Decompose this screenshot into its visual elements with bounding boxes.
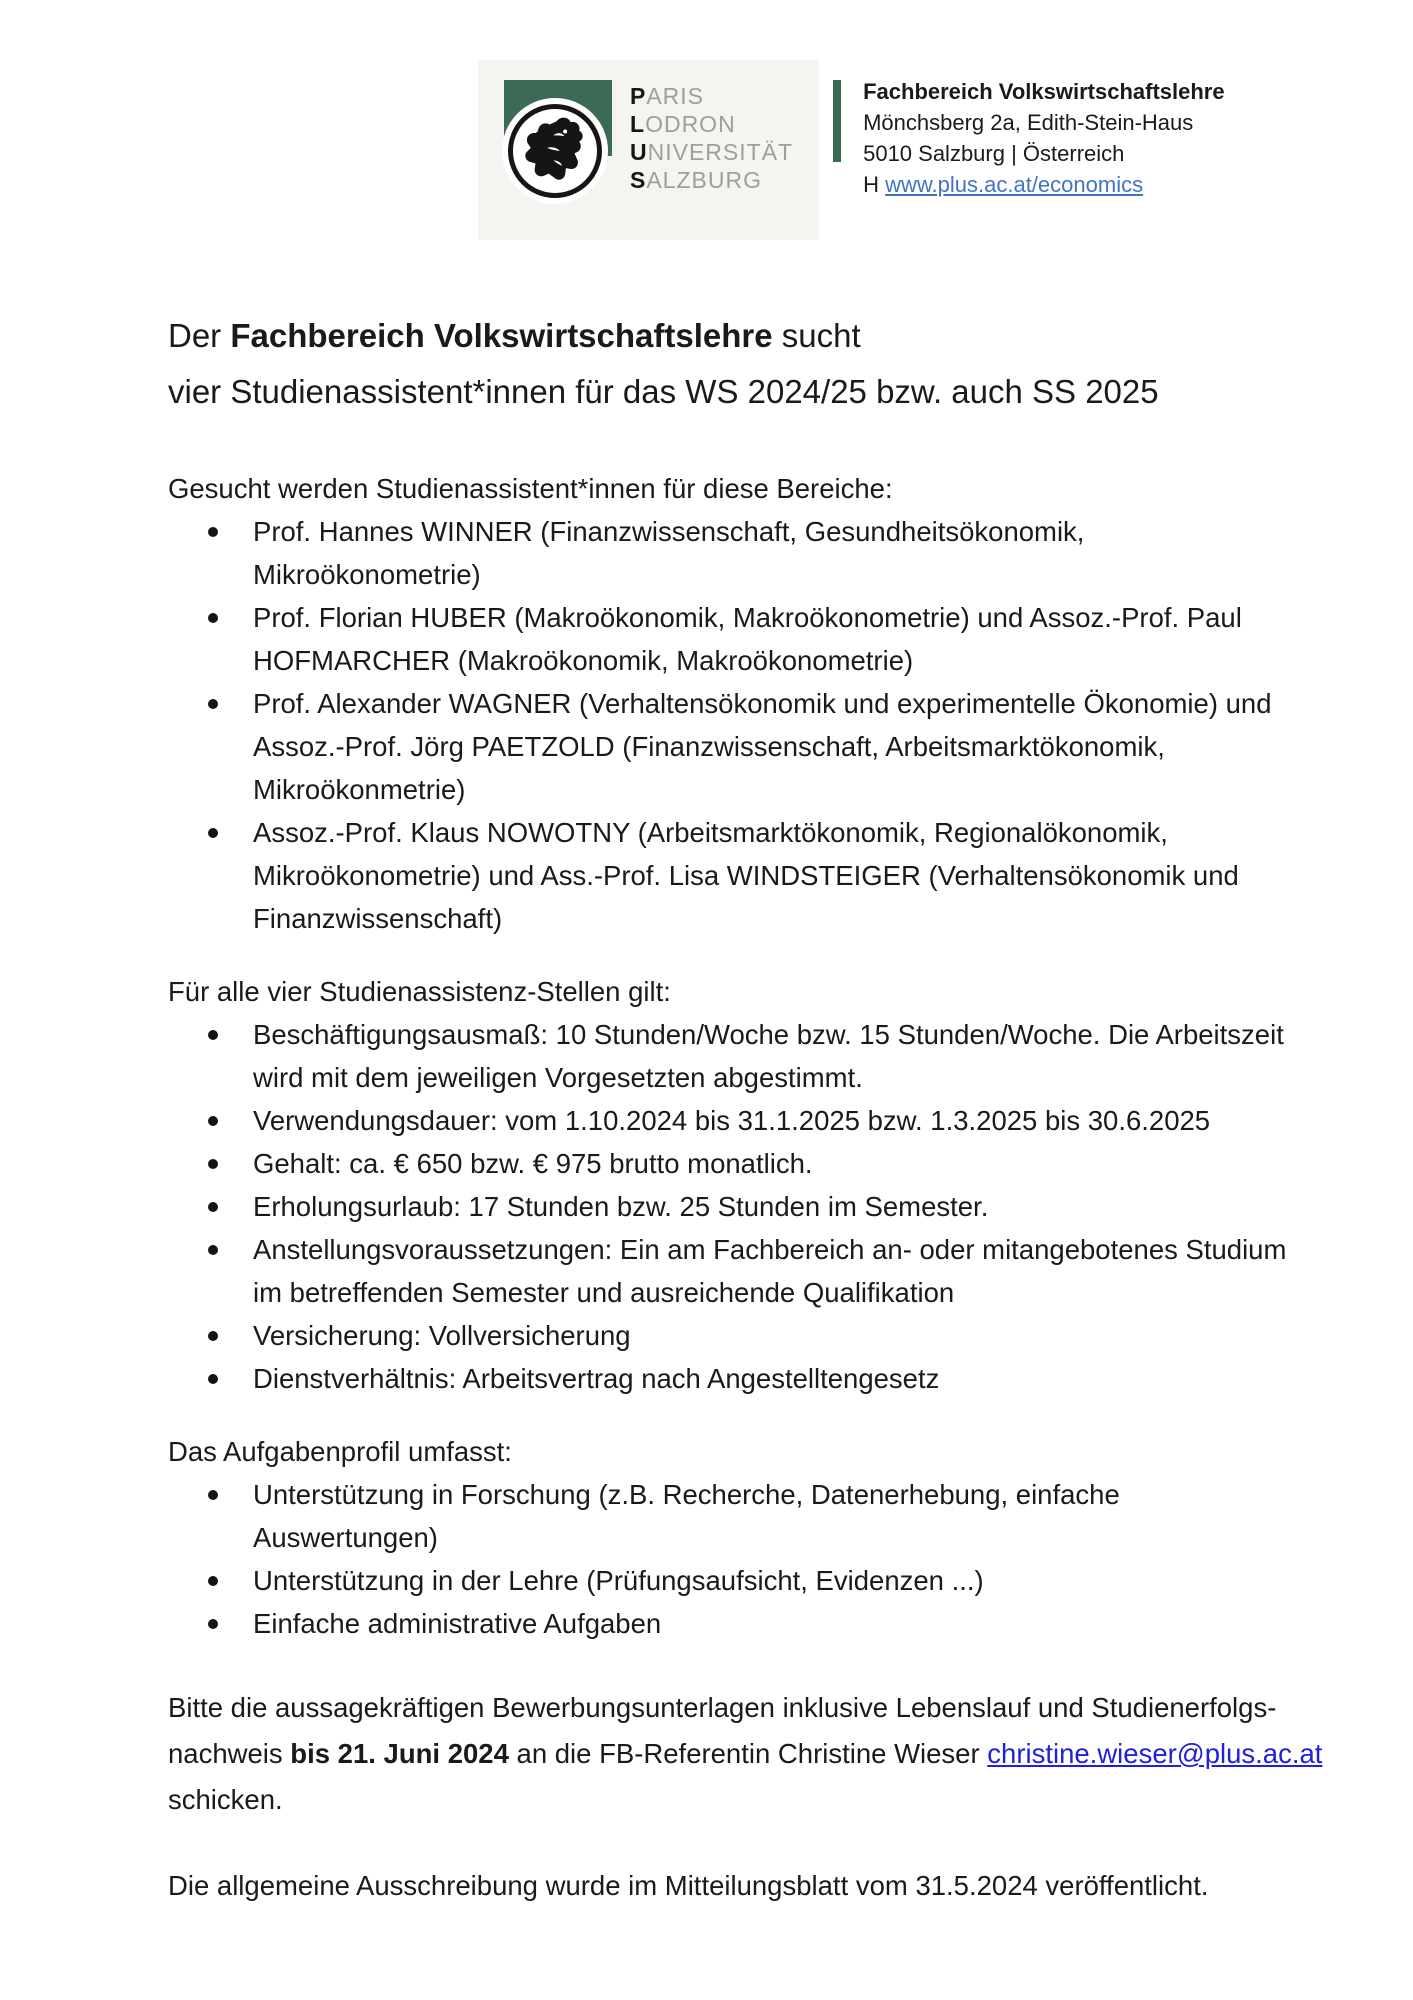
university-logo [478,60,819,240]
tasks-intro: Das Aufgabenprofil umfasst: [168,1436,512,1467]
conditions-list [168,1013,1288,1400]
publication-note-wrap [168,1863,1288,1909]
list-item: Gehalt: ca. € 650 bzw. € 975 brutto monatlich. [168,1142,1288,1185]
letterhead [478,60,1225,240]
list-item: Prof. Alexander WAGNER (Verhaltensökonomik und experimentelle Ökonomie) und Assoz.-Prof. Jörg PAETZOLD (Finanzwissenschaft, Arbeitsmarktökonomik, Mikroökonmetrie) [168,682,1288,811]
list-item: Erholungsurlaub: 17 Stunden bzw. 25 Stunden im Semester. [168,1185,1288,1228]
list-item: Einfache administrative Aufgaben [168,1602,1288,1645]
list-item: Prof. Hannes WINNER (Finanzwissenschaft, Gesundheitsökonomik, Mikroökonometrie) [168,510,1288,596]
document-body [168,308,1323,1909]
homepage-prefix: H [863,172,886,197]
university-wordmark [630,80,793,212]
wordmark-line-lodron: LODRON [630,111,736,137]
title-line-2: vier Studienassistent*innen für das WS 2024/25 bzw. auch SS 2025 [168,373,1159,410]
closing-line-2: nachweis bis 21. Juni 2024 an die FB-Referentin Christine Wieser christine.wieser@plus.ac.at [168,1738,1323,1769]
wordmark-line-salzburg: SALZBURG [630,167,762,193]
list-item: Unterstützung in der Lehre (Prüfungsaufsicht, Evidenzen ...) [168,1559,1288,1602]
closing-line-3: schicken. [168,1784,283,1815]
lion-crest-icon [508,104,602,198]
conditions-intro: Für alle vier Studienassistenz-Stellen gilt: [168,976,671,1007]
contact-block [863,60,1225,200]
list-item: Prof. Florian HUBER (Makroökonomik, Makroökonometrie) und Assoz.-Prof. Paul HOFMARCHER (Makroökonomik, Makroökonometrie) [168,596,1288,682]
address-city: 5010 Salzburg | Österreich [863,141,1125,166]
list-item: Assoz.-Prof. Klaus NOWOTNY (Arbeitsmarktökonomik, Regionalökonomik, Mikroökonometrie) und Ass.-Prof. Lisa WINDSTEIGER (Verhaltensökonomik und Finanzwissenschaft) [168,811,1288,940]
email-link[interactable]: christine.wieser@plus.ac.at [987,1738,1323,1769]
list-item: Anstellungsvoraussetzungen: Ein am Fachbereich an- oder mitangebotenes Studium im betreffenden Semester und ausreichende Qualifikation [168,1228,1288,1314]
application-instructions [168,1685,1323,1823]
homepage-line [863,169,1225,200]
homepage-link[interactable]: www.plus.ac.at/economics [885,172,1144,197]
publication-note: Die allgemeine Ausschreibung wurde im Mitteilungsblatt vom 31.5.2024 veröffentlicht. [168,1870,1209,1901]
tasks-list [168,1473,1288,1645]
closing-line-1: Bitte die aussagekräftigen Bewerbungsunterlagen inklusive Lebenslauf und Studienerfolgs- [168,1692,1277,1723]
areas-list [168,510,1288,940]
department-name: Fachbereich Volkswirtschaftslehre [863,79,1225,104]
title-line-1: Der Fachbereich Volkswirtschaftslehre sucht [168,317,861,354]
areas-intro: Gesucht werden Studienassistent*innen für diese Bereiche: [168,473,893,504]
list-item: Verwendungsdauer: vom 1.10.2024 bis 31.1.2025 bzw. 1.3.2025 bis 30.6.2025 [168,1099,1288,1142]
header-divider [833,80,841,162]
wordmark-line-universitaet: UNIVERSITÄT [630,139,794,165]
list-item: Beschäftigungsausmaß: 10 Stunden/Woche bzw. 15 Stunden/Woche. Die Arbeitszeit wird mit dem jeweiligen Vorgesetzten abgestimmt. [168,1013,1288,1099]
list-item: Versicherung: Vollversicherung [168,1314,1288,1357]
university-logo-mark [502,80,614,212]
address-street: Mönchsberg 2a, Edith-Stein-Haus [863,110,1194,135]
wordmark-line-paris: PARIS [630,83,705,109]
list-item: Dienstverhältnis: Arbeitsvertrag nach Angestelltengesetz [168,1357,1288,1400]
document-title [168,308,1288,420]
list-item: Unterstützung in Forschung (z.B. Recherche, Datenerhebung, einfache Auswertungen) [168,1473,1288,1559]
